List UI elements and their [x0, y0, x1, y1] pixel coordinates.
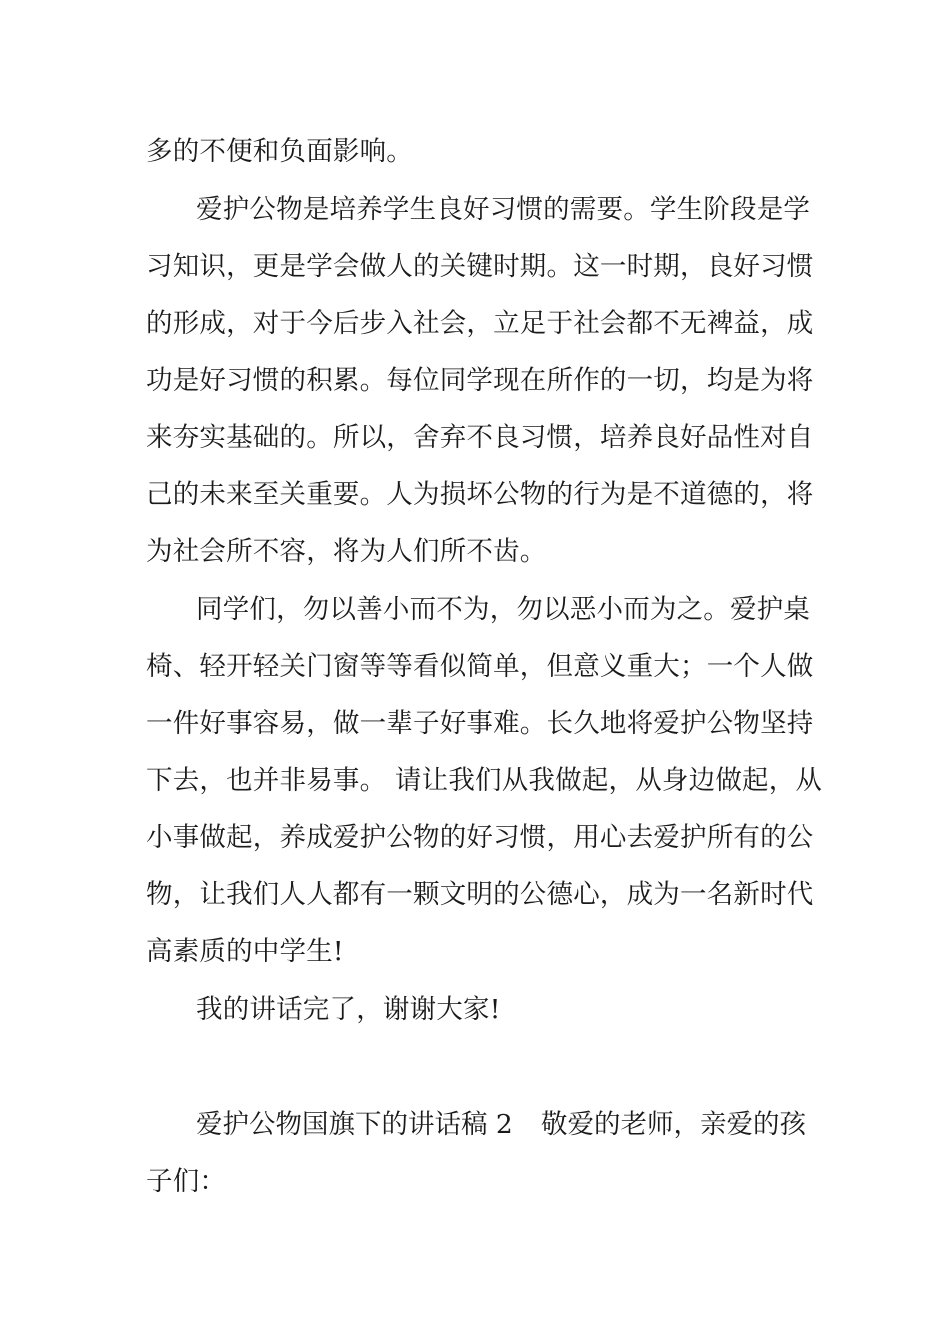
paragraph-line: 爱护公物是培养学生良好习惯的需要。学生阶段是学 — [196, 194, 811, 225]
paragraph-line: 一件好事容易，做一辈子好事难。长久地将爱护公物坚持 — [146, 708, 814, 739]
greeting-text-continued: 子们： — [146, 1166, 227, 1197]
paragraph-line: 的形成，对于今后步入社会，立足于社会都不无裨益，成 — [146, 308, 814, 339]
paragraph-line: 下去，也并非易事。 请让我们从我做起，从身边做起，从 — [146, 765, 823, 796]
section-heading-row — [196, 1105, 806, 1145]
paragraph-line: 高素质的中学生! — [146, 936, 344, 967]
paragraph-line: 同学们，勿以善小而不为，勿以恶小而为之。爱护桌 — [196, 594, 811, 625]
paragraph-line: 来夯实基础的。所以，舍弃不良习惯，培养良好品性对自 — [146, 422, 814, 453]
paragraph-line: 物，让我们人人都有一颗文明的公德心，成为一名新时代 — [146, 879, 814, 910]
paragraph-line: 我的讲话完了，谢谢大家! — [196, 994, 501, 1025]
section-title: 爱护公物国旗下的讲话稿 2 — [196, 1109, 513, 1140]
paragraph-line: 多的不便和负面影响。 — [146, 136, 413, 167]
paragraph-line: 为社会所不容，将为人们所不齿。 — [146, 536, 547, 567]
paragraph-line: 习知识，更是学会做人的关键时期。这一时期，良好习惯 — [146, 251, 814, 282]
greeting-text: 敬爱的老师，亲爱的孩 — [541, 1109, 806, 1140]
paragraph-line: 功是好习惯的积累。每位同学现在所作的一切，均是为将 — [146, 365, 814, 396]
paragraph-line: 小事做起，养成爱护公物的好习惯，用心去爱护所有的公 — [146, 822, 814, 853]
paragraph-line: 己的未来至关重要。人为损坏公物的行为是不道德的，将 — [146, 479, 814, 510]
paragraph-line: 椅、轻开轻关门窗等等看似简单，但意义重大；一个人做 — [146, 651, 814, 682]
